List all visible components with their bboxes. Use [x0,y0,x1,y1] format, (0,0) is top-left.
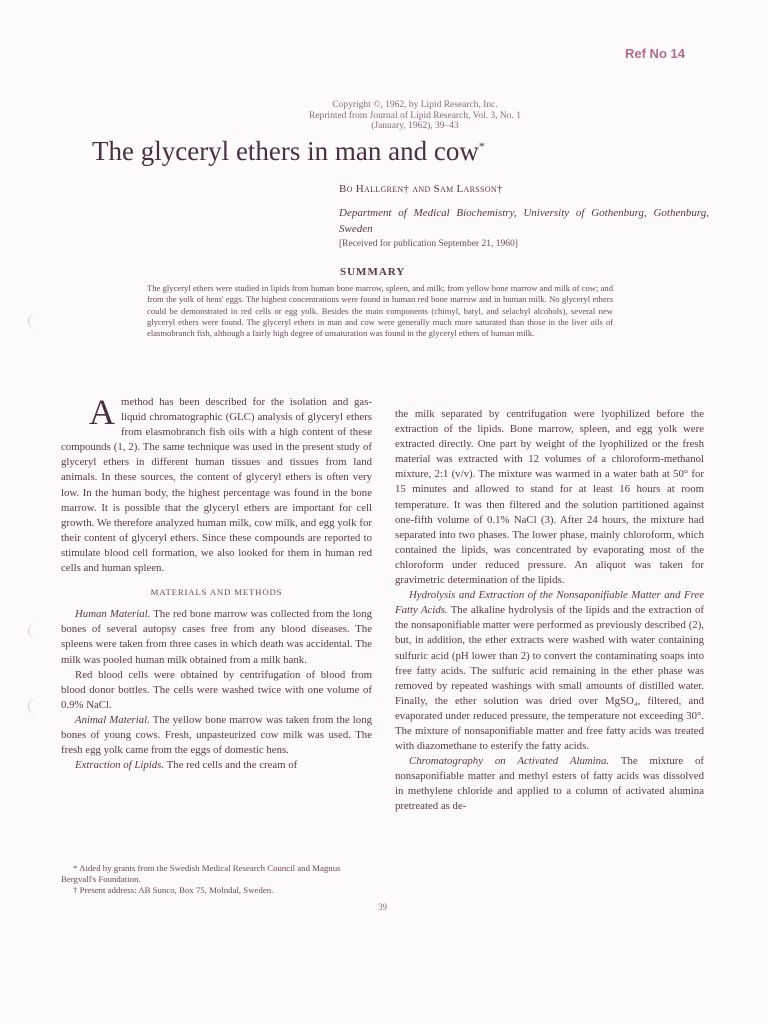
drop-cap: A [89,392,115,432]
left-column [61,392,372,773]
subheading-chromatography: Chromatography on Activated Alumina. [409,755,610,768]
intro-text: method has been described for the isolation and gas-liquid chromatographic (GLC) analysis of glyceryl ethers from elasmobranch fish oils with a high content of these compounds (1, 2). The same technique was used in the present study of glyceryl ethers in different human tissues and tissues from land animals. In these sources, the content of glyceryl ethers is often very low. In the human body, the highest percentage was found in the bone marrow. It is possible that the glyceryl ethers are important for cell growth. We therefore analyzed human milk, cow milk, and egg yolk for their content of glyceryl ethers. Since these compounds are reported to stimulate blood cell formation, we also looked for them in human red cells and human spleen. [61,396,372,575]
authors: Bo Hallgren† and Sam Larsson† [339,183,503,195]
extraction-text: The red cells and the cream of [164,759,298,772]
hydrolysis-paragraph [395,588,704,754]
extraction-continued-paragraph: the milk separated by centrifugation were lyophilized before the extraction of the lipids. Bone marrow, spleen, and egg yolk were extracted directly. One part by weight of the lyophilized or the fresh material was extracted with 12 volumes of a chloroform-methanol mixture, 2:1 (v/v). The mixture was warmed in a water bath at 50° for 15 minutes and allowed to stand for at least 16 hours at room temperature. It was then filtered and the solution partitioned against one-fifth volume of 0.1% NaCl (3). After 24 hours, the mixture had separated into two phases. The lower phase, mainly chloroform, which contained the lipids, was concentrated by evaporating most of the chloroform under reduced pressure. An aliquot was taken for gravimetric determination of the lipids. [395,408,704,587]
title-footnote-mark: * [478,139,485,153]
footnote-address: † Present address: AB Sunco, Box 75, Molndal, Sweden. [73,885,274,895]
chromatography-paragraph [395,754,704,814]
animal-material-text: The yellow bone marrow was taken from the long bones of young cows. Fresh, unpasteurized cow milk was used. The fresh egg yolk came from the eggs of domestic hens. [61,713,372,757]
hydrolysis-text: The alkaline hydrolysis of the lipids and the extraction of the nonsaponifiable matter were performed as previously described (2), but, in addition, the ether extracts were washed with water containing sulfuric acid (pH lower than 2) to convert the contaminating soaps into free fatty acids. The sulfuric acid remaining in the ether phase was removed by repeated washings with small amounts of distilled water. Finally, the ether solution was dried over MgSO₄, filtered, and evaporated under reduced pressure, the temperature not exceeding 30°. The mixture of nonsaponifiable matter and free fatty acids was treated with diazomethane to esterify the fatty acids. [395,604,704,753]
reference-number: Ref No 14 [625,46,685,61]
title-text: The glyceryl ethers in man and cow [92,136,479,166]
scan-binding-mark [28,698,43,714]
copyright-line: Reprinted from Journal of Lipid Research, Vol. 3, No. 1 [308,110,522,121]
subheading-animal-material: Animal Material. [75,713,150,726]
affiliation: Department of Medical Biochemistry, University of Gothenburg, Gothenburg, Sweden [339,207,709,235]
subheading-extraction: Extraction of Lipids. [75,759,165,772]
section-heading-methods: MATERIALS AND METHODS [150,587,283,598]
copyright-line: (January, 1962), 39–43 [371,121,459,131]
scan-binding-mark [28,623,43,639]
red-cells-paragraph: Red blood cells were obtained by centrifugation of blood from blood donor bottles. The cells were washed twice with one volume of 0.9% NaCl. [61,668,372,711]
copyright-line: Copyright ©, 1962, by Lipid Research, Inc. [332,100,498,110]
copyright-block [180,100,650,132]
received-date: [Received for publication September 21, 1960] [339,239,518,249]
footnotes [61,863,373,896]
page-number: 39 [378,902,387,912]
human-material-paragraph [61,607,372,667]
scan-binding-mark [28,313,43,329]
subheading-human-material: Human Material. [75,608,151,621]
right-column [395,407,704,815]
chromatography-text: The mixture of nonsaponifiable matter and methyl esters of fatty acids was dissolved in methylene chloride and applied to a column of activated alumina pretreated as de- [395,755,704,813]
extraction-paragraph [61,758,372,773]
human-material-text: The red bone marrow was collected from the long bones of several autopsy cases free from any blood diseases. The spleens were taken from three cases in which death was accidental. The milk was pooled human milk obtained from a milk bank. [61,608,372,666]
intro-paragraph [61,392,372,576]
animal-material-paragraph [61,713,372,758]
article-title [92,136,485,167]
subheading-hydrolysis: Hydrolysis and Extraction of the Nonsaponifiable Matter and Free Fatty Acids. [395,589,704,617]
summary-heading: SUMMARY [340,266,406,278]
footnote-funding: * Aided by grants from the Swedish Medical Research Council and Magnus Bergvall's Foundation. [61,863,341,884]
summary-text: The glyceryl ethers were studied in lipids from human bone marrow, spleen, and milk; from yellow bone marrow and milk of cow; and from the yolk of hens' eggs. The highest concentrations were found in human red bone marrow and in human milk. No glyceryl ethers could be demonstrated in red cells or egg yolk. Besides the main components (chimyl, batyl, and selachyl alcohols), several new glyceryl ethers were found. The glyceryl ethers in man and cow were generally much more saturated than those in the liver oils of elasmobranch fish, although a fairly high degree of unsaturation was found in the glyceryl ethers of human milk. [147,283,613,339]
